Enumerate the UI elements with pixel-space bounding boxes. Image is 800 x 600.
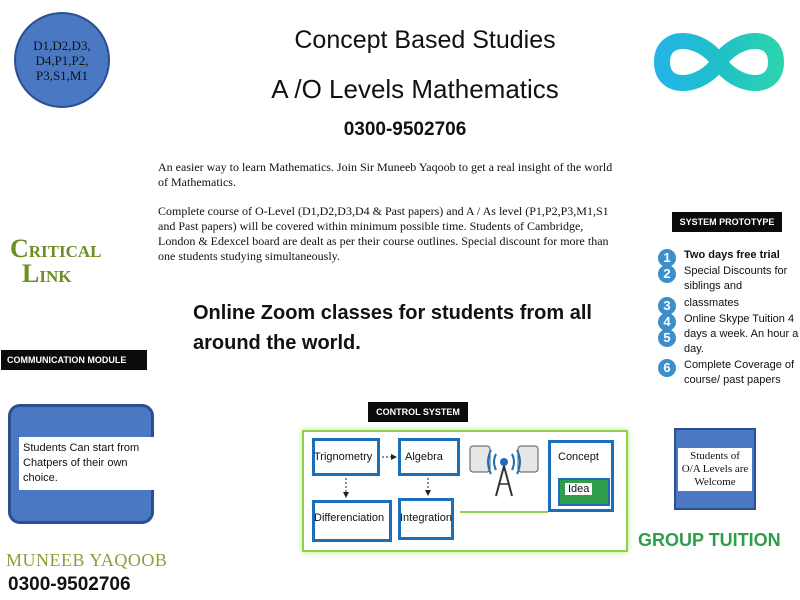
communication-box xyxy=(8,404,154,524)
node-idea-label: Idea xyxy=(565,483,592,495)
welcome-box xyxy=(674,428,756,510)
number-4-icon: 4 xyxy=(658,313,676,331)
features-list xyxy=(658,248,800,388)
critical-link-ink: INK xyxy=(39,267,72,286)
number-2-icon: 2 xyxy=(658,265,676,283)
critical-link-ritical: RITICAL xyxy=(28,242,102,261)
feature-text: Online Skype Tuition 4 days a week. An hour a day. xyxy=(684,313,799,355)
node-trignometry-label: Trignometry xyxy=(314,451,373,463)
number-3-icon: 3 xyxy=(658,297,676,315)
paper-codes-line-1: D1,D2,D3, xyxy=(33,37,91,53)
number-5-icon: 5 xyxy=(658,329,676,347)
feature-text: Two days free trial xyxy=(684,249,780,261)
number-1-icon: 1 xyxy=(658,249,676,267)
paper-codes-line-2: D4,P1,P2, xyxy=(35,52,89,68)
antenna-broadcast-icon xyxy=(466,440,542,500)
paper-codes-line-3: P3,S1,M1 xyxy=(35,67,88,83)
node-differenciation-label: Differenciation xyxy=(314,512,385,524)
critical-link-c: C xyxy=(10,234,29,263)
teacher-name: MUNEEB YAQOOB xyxy=(6,550,168,570)
node-concept-label: Concept xyxy=(558,451,599,463)
intro-paragraph: An easier way to learn Mathematics. Join Sir Muneeb Yaqoob to get a real insight of the world of Mathematics. xyxy=(158,160,613,189)
infinity-logo-icon xyxy=(650,22,788,102)
headline-line-1: Online Zoom classes for students from all xyxy=(193,302,592,324)
online-classes-headline xyxy=(193,298,633,358)
communication-module-tag: COMMUNICATION MODULE xyxy=(1,350,147,370)
feature-text: Special Discounts for siblings and xyxy=(684,265,788,292)
critical-link-logo xyxy=(10,234,110,288)
phone-number-bottom: 0300-9502706 xyxy=(8,574,131,595)
course-paragraph: Complete course of O-Level (D1,D2,D3,D4 & Past papers) and A / As level (P1,P2,P3,M1,S1 and Past papers) will be covered within minimum possible time. Students of Cambridge, London & Edexcel board are dealt as per their course outlines. Special discount for more than one students studying simultaneously. xyxy=(158,204,609,263)
feature-item xyxy=(658,264,800,296)
paper-codes-circle xyxy=(14,12,110,108)
control-system-tag: CONTROL SYSTEM xyxy=(368,402,468,422)
communication-text: Students Can start from Chatpers of their own choice. xyxy=(19,437,155,490)
node-integration-label: Integration xyxy=(400,512,452,524)
number-6-icon: 6 xyxy=(658,359,676,377)
welcome-text: Students of O/A Levels are Welcome xyxy=(678,448,752,491)
critical-link-l: L xyxy=(22,259,40,288)
group-tuition-label: GROUP TUITION xyxy=(638,530,781,550)
feature-item xyxy=(658,248,800,264)
system-prototype-tag: SYSTEM PROTOTYPE xyxy=(672,212,782,232)
headline-line-2: around the world. xyxy=(193,332,361,354)
feature-item xyxy=(658,312,800,358)
subtitle: A /O Levels Mathematics xyxy=(271,74,559,104)
node-algebra-label: Algebra xyxy=(405,451,443,463)
main-title: Concept Based Studies xyxy=(294,26,556,54)
feature-text: Complete Coverage of course/ past papers xyxy=(684,359,795,386)
feature-item xyxy=(658,296,800,312)
phone-number-top: 0300-9502706 xyxy=(343,119,467,140)
feature-text: classmates xyxy=(684,297,740,309)
feature-item xyxy=(658,358,800,388)
